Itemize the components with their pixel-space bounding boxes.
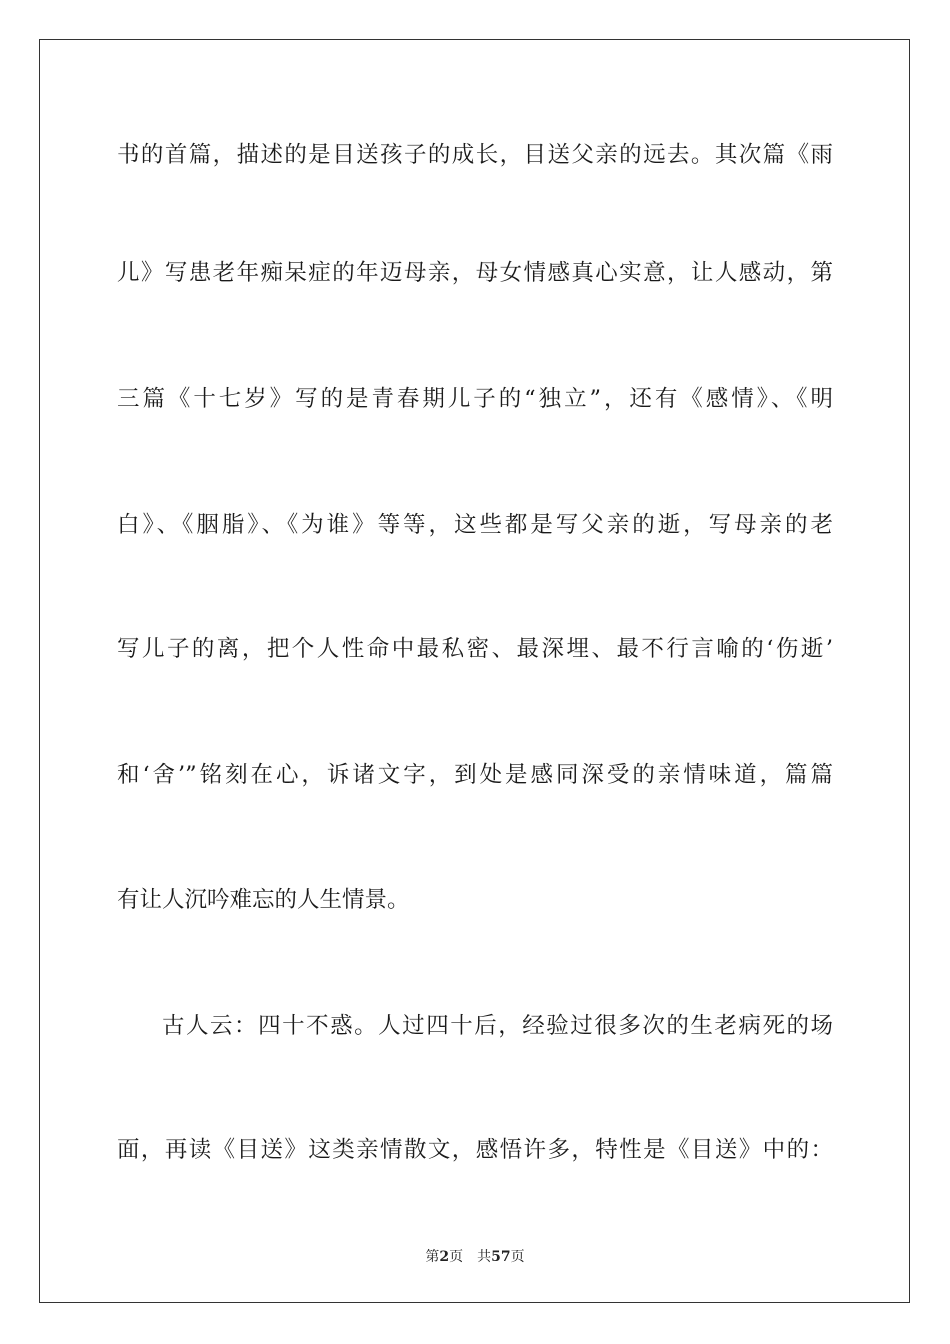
- text-line: 三篇《十七岁》写的是青春期儿子的“独立”，还有《感情》、《明: [117, 386, 833, 412]
- paragraph-first-line: 古人云：四十不惑。人过四十后，经验过很多次的生老病死的场: [162, 1013, 833, 1039]
- text-line: 书的首篇，描述的是目送孩子的成长，目送父亲的远去。其次篇《雨: [117, 142, 833, 168]
- page-suffix: 页: [449, 1249, 464, 1265]
- text-line: 和‘舍’”铭刻在心，诉诸文字，到处是感同深受的亲情味道，篇篇: [117, 762, 833, 788]
- page-number: 2: [439, 1249, 450, 1265]
- page-prefix: 第: [425, 1249, 440, 1265]
- text-line: 有让人沉吟难忘的人生情景。: [117, 887, 410, 913]
- text-line: 写儿子的离，把个人性命中最私密、最深埋、最不行言喻的‘伤逝’: [117, 636, 833, 662]
- text-line: 面，再读《目送》这类亲情散文，感悟许多，特性是《目送》中的：: [117, 1137, 833, 1163]
- page-border: [39, 39, 910, 1303]
- total-pages: 57: [491, 1249, 511, 1265]
- text-line: 儿》写患老年痴呆症的年迈母亲，母女情感真心实意，让人感动，第: [117, 260, 833, 286]
- total-prefix: 共: [477, 1249, 492, 1265]
- text-line: 白》、《胭脂》、《为谁》等等，这些都是写父亲的逝，写母亲的老: [117, 512, 833, 538]
- page-footer: [0, 1248, 950, 1266]
- total-suffix: 页: [510, 1249, 525, 1265]
